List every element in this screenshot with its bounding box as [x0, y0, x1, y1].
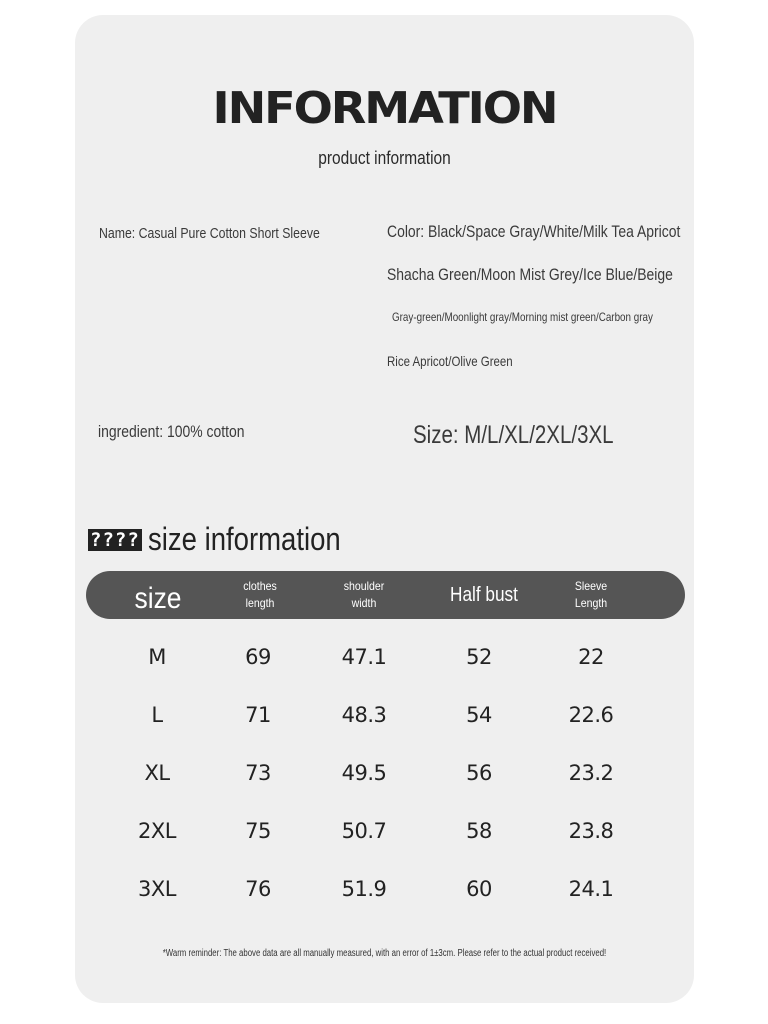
cell-half-bust: 56 — [466, 761, 492, 785]
cell-sleeve-length: 22 — [578, 645, 604, 669]
info-card — [75, 15, 694, 1003]
cell-sleeve-length: 23.2 — [568, 761, 614, 785]
header-sleeve-length-line-1: Sleeve — [574, 579, 608, 593]
cell-half-bust: 52 — [466, 645, 492, 669]
product-name: Name: Casual Pure Cotton Short Sleeve — [99, 225, 320, 242]
cell-clothes-length: 76 — [245, 877, 271, 901]
header-shoulder-width-line-1: shoulder — [343, 579, 385, 593]
cell-half-bust: 54 — [466, 703, 492, 727]
header-shoulder-width-line-2: width — [351, 596, 377, 610]
product-colors-line-4: Rice Apricot/Olive Green — [387, 353, 513, 369]
cell-size: 3XL — [138, 877, 176, 901]
cell-clothes-length: 73 — [245, 761, 271, 785]
cell-size: 2XL — [138, 819, 176, 843]
header-clothes-length — [241, 571, 279, 619]
size-section-heading — [88, 521, 372, 558]
cell-clothes-length: 71 — [245, 703, 271, 727]
missing-glyph-box: ???? — [90, 528, 140, 551]
header-sleeve-length — [573, 571, 610, 619]
header-clothes-length-line-2: length — [245, 596, 275, 610]
cell-size: XL — [144, 761, 170, 785]
table-row — [86, 811, 685, 851]
product-colors-line-3: Gray-green/Moonlight gray/Morning mist green/Carbon gray — [392, 310, 653, 324]
table-row — [86, 637, 685, 677]
cell-shoulder-width: 50.7 — [341, 819, 387, 843]
header-shoulder-width — [341, 571, 387, 619]
size-table-header — [86, 571, 685, 619]
header-half-bust: Half bust — [450, 583, 518, 606]
page-subtitle: product information — [318, 148, 451, 168]
header-size: size — [134, 582, 182, 615]
product-colors-line-2: Shacha Green/Moon Mist Grey/Ice Blue/Beige — [387, 265, 673, 284]
cell-half-bust: 58 — [466, 819, 492, 843]
cell-shoulder-width: 47.1 — [341, 645, 387, 669]
size-heading-text: size information — [147, 521, 341, 557]
cell-clothes-length: 69 — [245, 645, 271, 669]
table-row — [86, 695, 685, 735]
cell-clothes-length: 75 — [245, 819, 271, 843]
header-sleeve-length-line-2: Length — [574, 596, 608, 610]
product-ingredient: ingredient: 100% cotton — [98, 422, 245, 441]
cell-sleeve-length: 22.6 — [568, 703, 614, 727]
cell-shoulder-width: 51.9 — [341, 877, 387, 901]
product-sizes: Size: M/L/XL/2XL/3XL — [413, 421, 614, 449]
table-row — [86, 869, 685, 909]
cell-shoulder-width: 48.3 — [341, 703, 387, 727]
cell-half-bust: 60 — [466, 877, 492, 901]
cell-shoulder-width: 49.5 — [341, 761, 387, 785]
product-colors-line-1: Color: Black/Space Gray/White/Milk Tea Apricot — [387, 222, 681, 241]
cell-sleeve-length: 24.1 — [568, 877, 614, 901]
cell-size: L — [151, 703, 163, 727]
page-title: INFORMATION — [212, 83, 557, 134]
cell-sleeve-length: 23.8 — [568, 819, 614, 843]
measurement-footnote: *Warm reminder: The above data are all manually measured, with an error of 1±3cm. Please refer to the actual product received! — [162, 948, 607, 959]
table-row — [86, 753, 685, 793]
cell-size: M — [148, 645, 166, 669]
header-clothes-length-line-1: clothes — [243, 579, 277, 593]
